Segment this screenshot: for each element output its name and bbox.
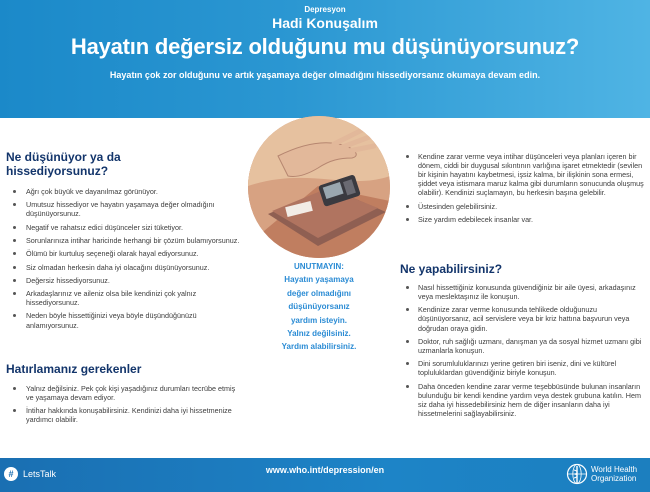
callout-line: Yalnız değilsiniz. — [287, 329, 351, 339]
what-to-do-heading: Ne yapabilirsiniz? — [400, 262, 503, 276]
list-item: Size yardım edebilecek insanlar var. — [400, 215, 645, 224]
list-item: Doktor, ruh sağlığı uzmanı, danışman ya da sosyal hizmet uzmanı gibi uzmanlarla konuşun. — [400, 337, 645, 355]
header-banner — [0, 0, 650, 118]
list-item: İntihar hakkında konuşabilirsiniz. Kendinizi daha iyi hissetmenize yardımcı olabilir. — [6, 406, 241, 424]
remember-callout — [252, 260, 386, 354]
callout-line: Yardım alabilirsiniz. — [281, 342, 357, 352]
what-to-do-section — [400, 262, 645, 422]
page-title: Hayatın değersiz olduğunu mu düşünüyorsunuz? — [70, 34, 580, 59]
who-name-line2: Organization — [591, 474, 637, 483]
left-heading-line1: Ne düşünüyor ya da — [6, 150, 121, 164]
list-item: Yalnız değilsiniz. Pek çok kişi yaşadığınız durumları tecrübe etmiş ve yaşamaya devam ediyor. — [6, 384, 241, 402]
callout-line: yardım isteyin. — [290, 315, 348, 325]
callout-line: Hayatın yaşamaya — [284, 275, 354, 285]
callout-line: UNUTMAYIN: — [294, 262, 344, 271]
who-name-line1: World Health — [591, 465, 638, 474]
list-item: Ölümü bir kurtuluş seçeneği olarak hayal ediyorsunuz. — [6, 249, 241, 258]
list-item: Ağrı çok büyük ve dayanılmaz görünüyor. — [6, 187, 241, 196]
reassurance-list — [400, 152, 645, 224]
who-name — [591, 465, 637, 483]
left-column — [6, 150, 241, 334]
illustration-hand-phone — [248, 116, 390, 258]
list-item: Siz olmadan herkesin daha iyi olacağını düşünüyorsunuz. — [6, 263, 241, 272]
hashtag-icon: # — [4, 467, 18, 481]
left-heading-line2: hissediyorsunuz? — [6, 164, 109, 178]
list-item: Neden böyle hissettiğinizi veya böyle düşündüğünüzü anlamıyorsunuz. — [6, 311, 241, 329]
kicker: Depresyon — [304, 5, 346, 14]
list-item: Umutsuz hissediyor ve hayatın yaşamaya değer olmadığını düşünüyorsunuz. — [6, 200, 241, 218]
list-item: Dini sorumluluklarınızı yerine getiren biri iseniz, dini ve kültürel topluluklardan güvendiğiniz biriyle konuşun. — [400, 359, 645, 377]
what-to-do-list — [400, 283, 645, 418]
footer-bar — [0, 458, 650, 492]
right-column — [400, 152, 645, 228]
callout-line: değer olmadığını — [286, 288, 351, 298]
list-item: Kendinize zarar verme konusunda tehlikede olduğunuzu düşünüyorsanız, acil servislere veya bir kriz hattına başvurun veya doğrudan oraya gidin. — [400, 305, 645, 332]
remember-section — [6, 362, 241, 429]
subtitle: Hadi Konuşalım — [272, 15, 378, 31]
who-emblem-icon — [566, 463, 588, 485]
remember-list — [6, 384, 241, 425]
list-item: Kendine zarar verme veya intihar düşünceleri veya planları içeren bir dönem, ciddi bir duygusal sıkıntının varlığına işaret etmektedir (sevilen bir kişinin hayatını kaybetmesi, işsiz kalma, bir ilişkinin sona ermesi, şiddet veya istismara maruz kalma gibi durumların sonucunda oluşmuş olabilir). Kendinizi suçlamayın, bu herkesin başına gelebilir. — [400, 152, 645, 197]
list-item: Daha önceden kendine zarar verme teşebbüsünde bulunan insanların bulunduğu bir kendi kendine yardım veya destek grubuna katılın. Hem siz daha iyi hissedebilirsiniz hem de diğer insanların daha iyi hissetmelerini sağlayabilirsiniz. — [400, 382, 645, 418]
who-logo — [566, 463, 637, 485]
remember-heading: Hatırlamanız gerekenler — [6, 362, 142, 376]
left-heading — [6, 150, 241, 178]
list-item: Sorunlarınıza intihar haricinde herhangi bir çözüm bulamıyorsunuz. — [6, 236, 241, 245]
lead-text: Hayatın çok zor olduğunu ve artık yaşamaya değer olmadığını hissediyorsanız okumaya devam edin. — [109, 70, 541, 80]
list-item: Değersiz hissediyorsunuz. — [6, 276, 241, 285]
callout-line: düşünüyorsanız — [288, 302, 350, 312]
list-item: Arkadaşlarınız ve aileniz olsa bile kendinizi çok yalnız hissediyorsunuz. — [6, 289, 241, 307]
list-item: Nasıl hissettiğiniz konusunda güvendiğiniz bir aile üyesi, arkadaşınız veya meslektaşınız ile konuşun. — [400, 283, 645, 301]
list-item: Üstesinden gelebilirsiniz. — [400, 202, 645, 211]
feelings-list — [6, 187, 241, 330]
illustration-svg — [248, 116, 390, 258]
website-link[interactable]: www.who.int/depression/en — [265, 465, 385, 475]
list-item: Negatif ve rahatsız edici düşünceler sizi tüketiyor. — [6, 223, 241, 232]
hashtag-label: LetsTalk — [23, 469, 57, 479]
